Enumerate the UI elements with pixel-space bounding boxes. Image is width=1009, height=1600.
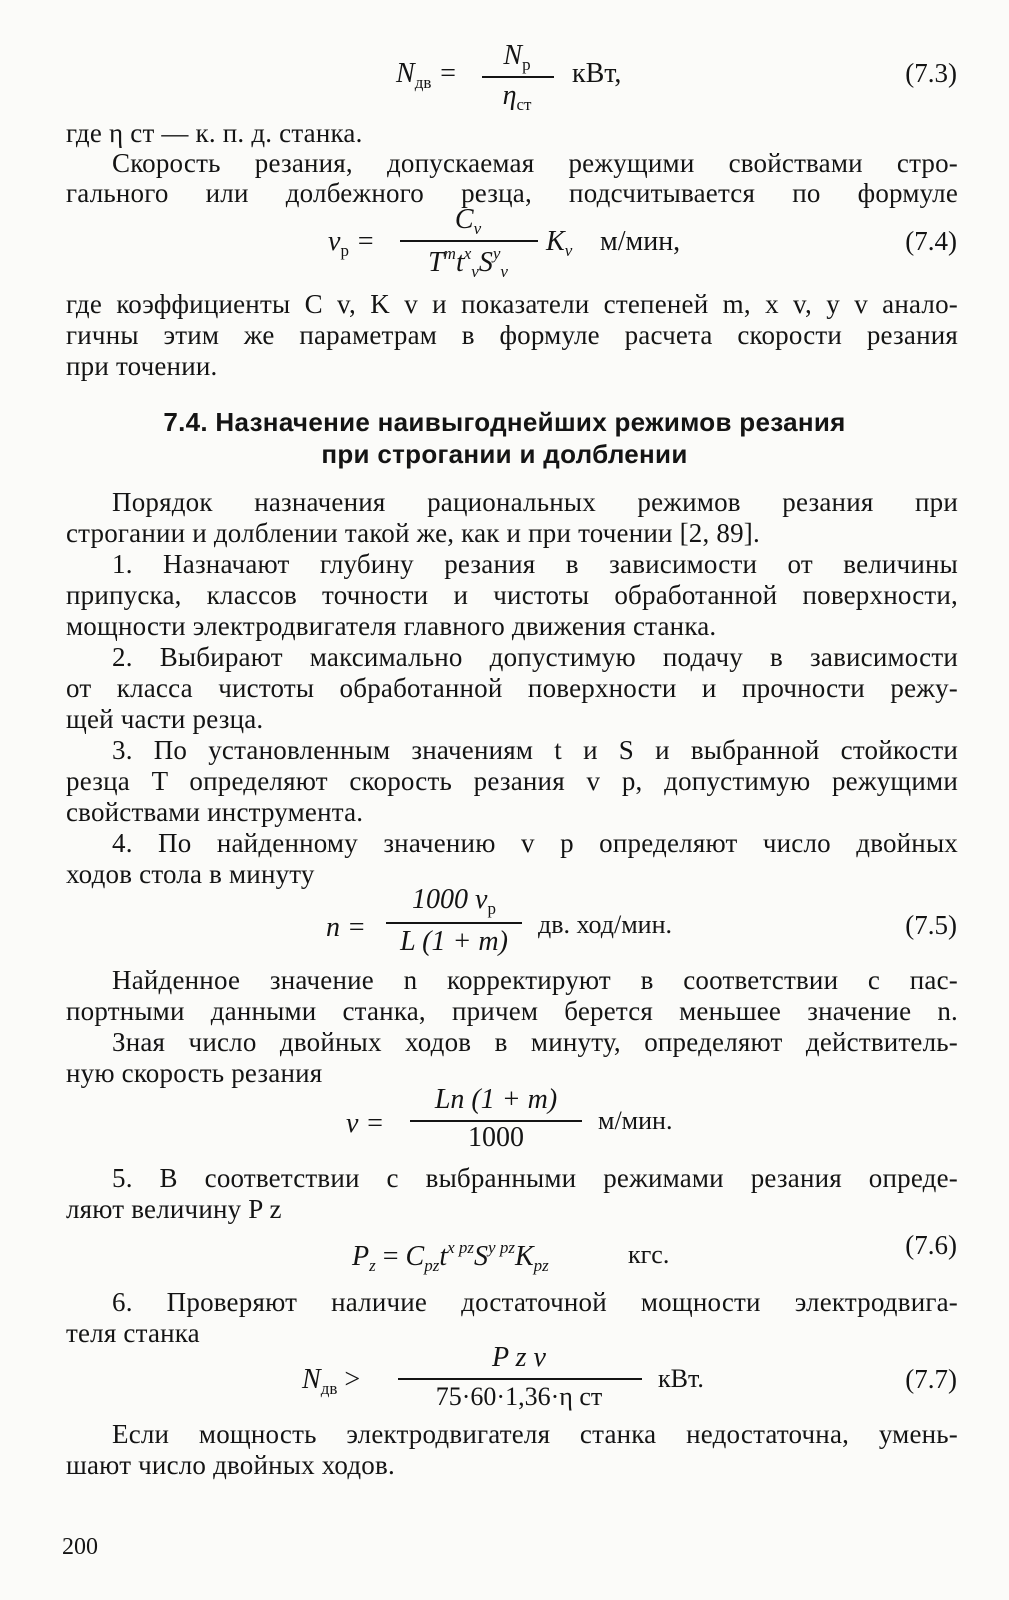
- equation-number: (7.5): [905, 910, 957, 940]
- text-line: 5. В соответствии с выбранными режимами резания опреде-: [112, 1163, 958, 1193]
- equation-number: (7.6): [905, 1230, 957, 1260]
- equation-number: (7.7): [905, 1364, 957, 1394]
- page-number: 200: [62, 1534, 98, 1560]
- equation-number: (7.3): [905, 58, 957, 88]
- text-line: 4. По найденному значению v р определяют число двойных: [112, 828, 958, 858]
- text-line: от класса чистоты обработанной поверхности и прочности режу-: [66, 673, 958, 703]
- text-line: ляют величину P z: [66, 1194, 282, 1224]
- section-heading: при строгании и долблении: [321, 439, 688, 469]
- text-line: свойствами инструмента.: [66, 797, 364, 827]
- text-line: Порядок назначения рациональных режимов резания при: [112, 487, 958, 517]
- text-line: Скорость резания, допускаемая режущими свойствами стро-: [112, 148, 958, 178]
- equation-number: (7.4): [905, 226, 957, 256]
- text-line: Зная число двойных ходов в минуту, определяют действитель-: [112, 1027, 958, 1057]
- text-line: 1. Назначают глубину резания в зависимости от величины: [112, 549, 958, 579]
- text-line: при точении.: [66, 351, 218, 381]
- text-line: резца T определяют скорость резания v р, допустимую режущими: [66, 766, 958, 796]
- text-line: теля станка: [66, 1318, 200, 1348]
- text-line: 6. Проверяют наличие достаточной мощности электродвига-: [112, 1287, 958, 1317]
- text-line: гичны этим же параметрам в формуле расчета скорости резания: [66, 320, 958, 350]
- section-heading: 7.4. Назначение наивыгоднейших режимов резания: [163, 407, 846, 437]
- text-line: где коэффициенты C v, K v и показатели степеней m, x v, y v анало-: [66, 289, 958, 319]
- text-line: 3. По установленным значениям t и S и выбранной стойкости: [112, 735, 958, 765]
- text-line: шают число двойных ходов.: [66, 1450, 395, 1480]
- text-line: мощности электродвигателя главного движения станка.: [66, 611, 717, 641]
- text-line: ную скорость резания: [66, 1058, 323, 1088]
- text-line: портными данными станка, причем берется меньшее значение n.: [66, 996, 958, 1026]
- text-line: 2. Выбирают максимально допустимую подачу в зависимости: [112, 642, 958, 672]
- text-line: Если мощность электродвигателя станка недостаточна, умень-: [112, 1419, 958, 1449]
- text-line: щей части резца.: [66, 704, 264, 734]
- text-line: припуска, классов точности и чистоты обработанной поверхности,: [66, 580, 958, 610]
- text-line: Найденное значение n корректируют в соответствии с пас-: [112, 965, 958, 995]
- text-line: ходов стола в минуту: [66, 859, 315, 889]
- text-line: строгании и долблении такой же, как и при точении [2, 89].: [66, 518, 760, 548]
- text-line: где η ст — к. п. д. станка.: [66, 118, 363, 148]
- text-line: гального или долбежного резца, подсчитывается по формуле: [66, 178, 958, 208]
